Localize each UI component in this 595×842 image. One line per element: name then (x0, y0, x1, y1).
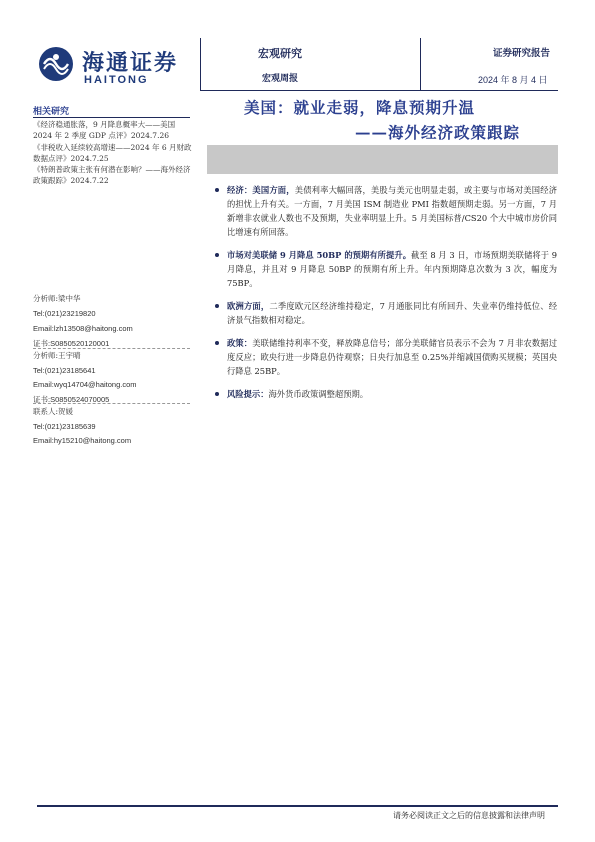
report-date: 2024 年 8 月 4 日 (478, 75, 548, 85)
bullet-text: 风险提示：海外货币政策调整超预期。 (227, 389, 369, 399)
related-item[interactable]: 《特朗普政策主张有何潜在影响？——海外经济政策跟踪》2024.7.22 (33, 165, 191, 185)
analyst-name: 分析师:王宇晴 (33, 351, 81, 360)
bullet-text: 市场对美联储 9 月降息 50BP 的预期有所提升。截至 8 月 3 日，市场预期美联储将于 9 月降息，并且对 9 月降息 50BP 的预期有所上升。年内预期降息次数为 3 次，幅度为 75BP。 (227, 250, 557, 288)
bullet-europe (215, 299, 557, 327)
bullet-fed-expectations (215, 248, 557, 290)
analyst-name: 分析师:梁中华 (33, 294, 81, 303)
footer-rule (37, 805, 558, 807)
bullet-dot-icon (215, 253, 219, 257)
header-rule (200, 90, 558, 91)
bullet-dot-icon (215, 188, 219, 192)
contact-tel: Tel:(021)23185639 (33, 422, 96, 431)
bullet-policy (215, 336, 557, 378)
logo-english-name: HAITONG (84, 74, 149, 86)
bullet-dot-icon (215, 304, 219, 308)
report-title: 美国：就业走弱，降息预期升温 (244, 98, 476, 117)
bullet-text: 政策：美联储维持利率不变，释放降息信号；部分美联储官员表示不会为 7 月非农数据过度反应；欧央行进一步降息仍待观察；日央行加息至 0.25%并缩减国债购买规模；英国央行降息 25BP。 (227, 338, 557, 376)
logo-chinese-name: 海通证券 (82, 50, 179, 76)
analyst-tel: Tel:(021)23219820 (33, 309, 96, 318)
related-research-heading: 相关研究 (33, 107, 70, 117)
bullet-text: 欧洲方面，二季度欧元区经济维持稳定，7 月通胀同比有所回升、失业率仍维持低位、经济景气指数相对稳定。 (227, 301, 557, 325)
analyst-cert: 证书:S0850524070005 (33, 395, 110, 404)
bullet-dot-icon (215, 392, 219, 396)
contact-email[interactable]: Email:hy15210@haitong.com (33, 436, 132, 445)
analyst-cert: 证书:S0850520120001 (33, 339, 110, 348)
sidebar-dashed-divider (33, 348, 190, 349)
bullet-text: 经济：美国方面，美债利率大幅回落，美股与美元也明显走弱，或主要与市场对美国经济的担忧上升有关。一方面，7 月美国 ISM 制造业 PMI 指数超预期走弱。另一方面，7 月新增非农就业人数也不及预期，失业率明显上升。5 月美国标普/CS20 个大中城市房价同比增速有所回落。 (227, 185, 557, 237)
analyst-tel: Tel:(021)23185641 (33, 366, 96, 375)
analyst-email[interactable]: Email:wyq14704@haitong.com (33, 380, 137, 389)
footer-disclaimer: 请务必阅读正文之后的信息披露和法律声明 (393, 811, 545, 820)
haitong-logo (38, 44, 188, 90)
analyst-email[interactable]: Email:lzh13508@haitong.com (33, 324, 133, 333)
related-item[interactable]: 《非税收入延续较高增速——2024 年 6 月财政数据点评》2024.7.25 (33, 143, 192, 163)
bullet-dot-icon (215, 341, 219, 345)
report-category: 宏观研究 (258, 47, 302, 60)
header-divider-left (200, 38, 201, 90)
sidebar-rule (33, 117, 190, 118)
summary-band (207, 145, 558, 174)
bullet-economy (215, 183, 557, 239)
report-subtitle: ——海外经济政策跟踪 (355, 123, 521, 142)
bullet-risk (215, 387, 557, 401)
sidebar-dashed-divider (33, 403, 190, 404)
report-subcategory: 宏观周报 (262, 74, 299, 84)
header-divider-right (420, 38, 421, 90)
contact-name: 联系人:贺媛 (33, 407, 74, 416)
report-type: 证券研究报告 (493, 48, 551, 59)
related-item[interactable]: 《经济稳通胀落，9 月降息概率大——美国 2024 年 2 季度 GDP 点评》2024.7.26 (33, 120, 176, 140)
haitong-emblem-icon (38, 46, 74, 82)
